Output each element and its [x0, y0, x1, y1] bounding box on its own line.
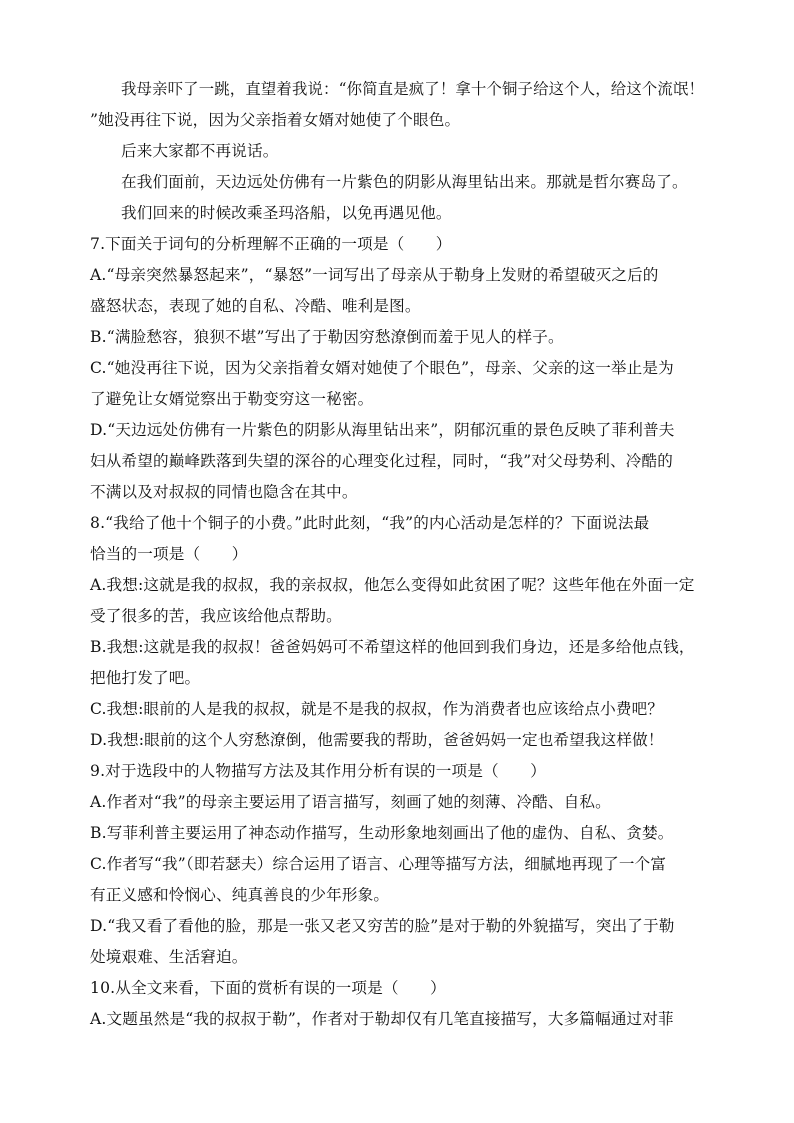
question-stem: 9.对于选段中的人物描写方法及其作用分析有误的一项是（ ）	[90, 762, 547, 780]
option-a: A.“母亲突然暴怒起来”，“暴怒”一词写出了母亲从于勒身上发财的希望破灭之后的	[90, 266, 659, 284]
option-d: D.“天边远处仿佛有一片紫色的阴影从海里钻出来”，阴郁沉重的景色反映了菲利普夫	[90, 421, 675, 439]
passage-line: 我母亲吓了一跳，直望着我说：“你简直是疯了！拿十个铜子给这个人，给这个流氓！	[121, 80, 705, 98]
option-a-cont: 盛怒状态，表现了她的自私、冷酷、唯利是图。	[90, 297, 421, 315]
passage-line: 我们回来的时候改乘圣玛洛船，以免再遇见他。	[121, 204, 452, 222]
passage-line: 在我们面前，天边远处仿佛有一片紫色的阴影从海里钻出来。那就是哲尔赛岛了。	[121, 173, 688, 191]
option-a: A.文题虽然是“我的叔叔于勒”，作者对于勒却仅有几笔直接描写，大多篇幅通过对菲	[90, 1010, 674, 1028]
option-d-cont: 处境艰难、生活窘迫。	[90, 948, 248, 966]
option-d: D.“我又看了看他的脸，那是一张又老又穷苦的脸”是对于勒的外貌描写，突出了于勒	[90, 917, 675, 935]
passage-line: ”她没再往下说，因为父亲指着女婿对她使了个眼色。	[90, 111, 461, 129]
question-stem: 8.“我给了他十个铜子的小费。”此时此刻，“我”的内心活动是怎样的？下面说法最	[90, 514, 650, 532]
option-b: B.“满脸愁容，狼狈不堪”写出了于勒因穷愁潦倒而羞于见人的样子。	[90, 328, 564, 346]
question-10	[90, 973, 710, 1035]
document-page	[90, 74, 710, 1035]
question-stem: 7.下面关于词句的分析理解不正确的一项是（ ）	[90, 235, 452, 253]
option-a-cont: 受了很多的苦，我应该给他点帮助。	[90, 607, 342, 625]
passage-line: 后来大家都不再说话。	[121, 142, 279, 160]
question-stem-cont: 恰当的一项是（ ）	[90, 545, 248, 563]
option-d-cont: 妇从希望的巅峰跌落到失望的深谷的心理变化过程，同时，“我”对父母势利、冷酷的	[90, 452, 674, 470]
question-8	[90, 508, 710, 756]
option-c: C.我想:眼前的人是我的叔叔，就是不是我的叔叔，作为消费者也应该给点小费吧？	[90, 700, 664, 718]
option-a: A.我想:这就是我的叔叔，我的亲叔叔，他怎么变得如此贫困了呢？这些年他在外面一定	[90, 576, 695, 594]
question-7	[90, 229, 710, 508]
option-b-cont: 把他打发了吧。	[90, 669, 201, 687]
question-9	[90, 756, 710, 973]
passage	[90, 74, 710, 229]
option-b: B.写菲利普主要运用了神态动作描写，生动形象地刻画出了他的虚伪、自私、贪婪。	[90, 824, 674, 842]
option-d-cont: 不满以及对叔叔的同情也隐含在其中。	[90, 483, 358, 501]
option-c-cont: 有正义感和怜悯心、纯真善良的少年形象。	[90, 886, 390, 904]
option-c: C.作者写“我”（即若瑟夫）综合运用了语言、心理等描写方法，细腻地再现了一个富	[90, 855, 667, 873]
option-b: B.我想:这就是我的叔叔！爸爸妈妈可不希望这样的他回到我们身边，还是多给他点钱，	[90, 638, 695, 656]
option-d: D.我想:眼前的这个人穷愁潦倒，他需要我的帮助，爸爸妈妈一定也希望我这样做！	[90, 731, 664, 749]
option-c: C.“她没再往下说，因为父亲指着女婿对她使了个眼色”，母亲、父亲的这一举止是为	[90, 359, 674, 377]
option-a: A.作者对“我”的母亲主要运用了语言描写，刻画了她的刻薄、冷酷、自私。	[90, 793, 611, 811]
question-stem: 10.从全文来看，下面的赏析有误的一项是（ ）	[90, 979, 446, 997]
option-c-cont: 了避免让女婿觉察出于勒变穷这一秘密。	[90, 390, 374, 408]
